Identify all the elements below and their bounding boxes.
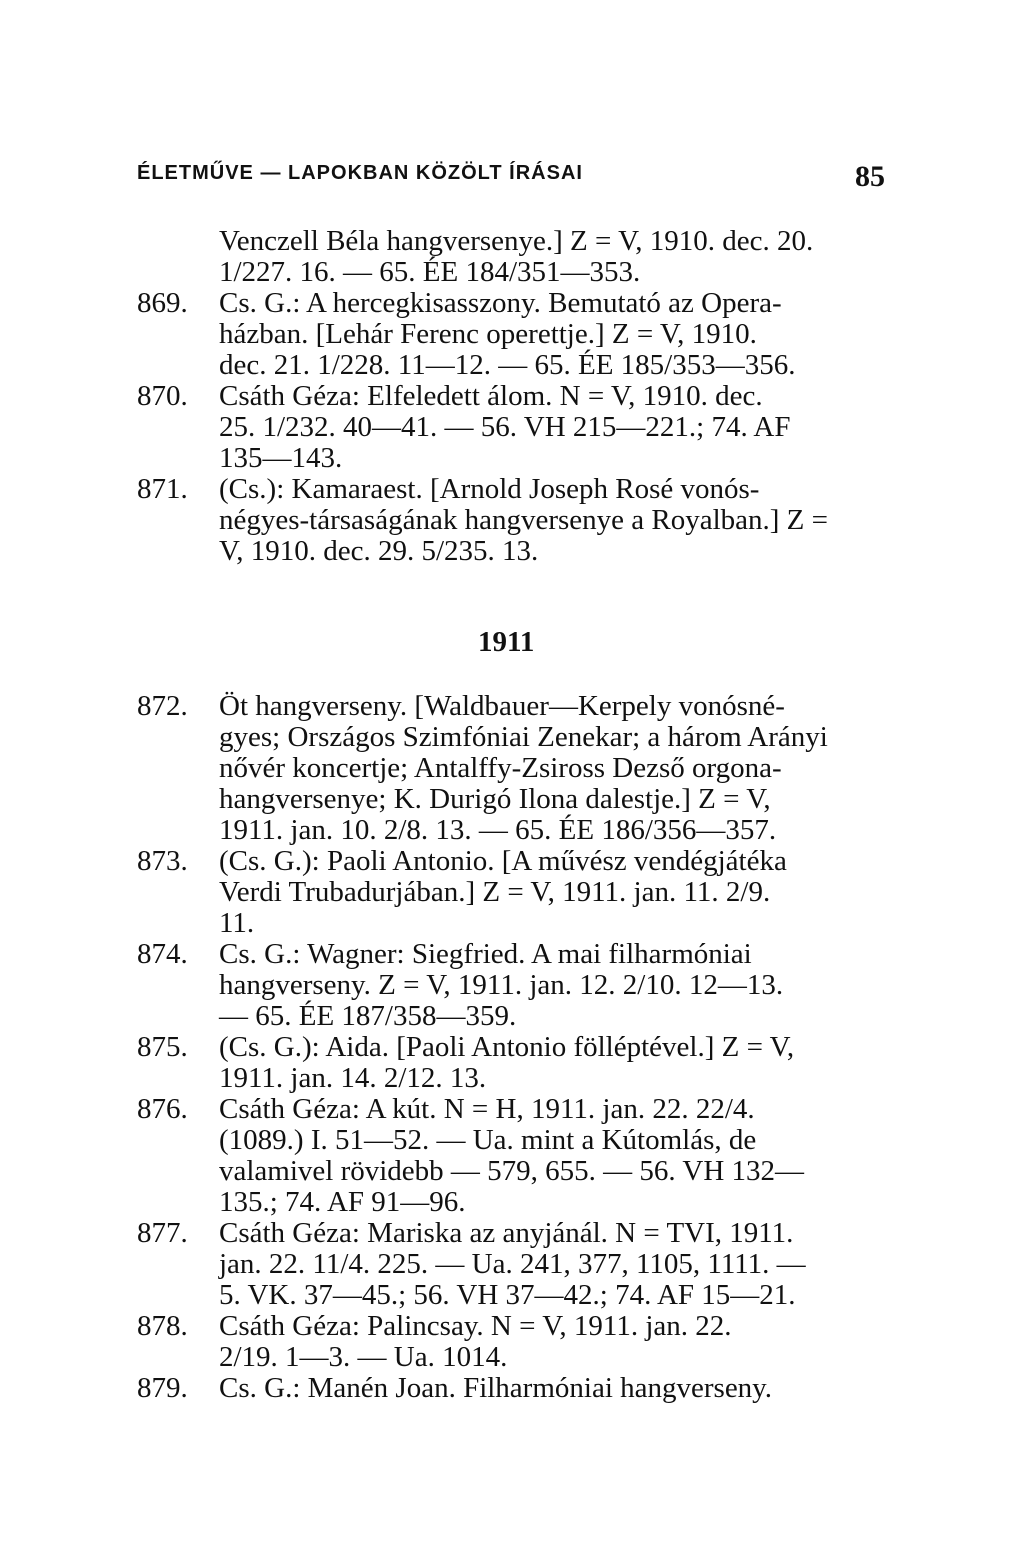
running-head: ÉLETMŰVE — LAPOKBAN KÖZÖLT ÍRÁSAI: [137, 162, 583, 184]
entry-line: dec. 21. 1/228. 11—12. — 65. ÉE 185/353—356.: [219, 349, 796, 381]
entry-line: Csáth Géza: Palincsay. N = V, 1911. jan. 22.: [219, 1310, 732, 1342]
entry-line: (Cs.): Kamaraest. [Arnold Joseph Rosé vonós-: [219, 473, 760, 505]
entry-line: (Cs. G.): Aida. [Paoli Antonio fölléptével.] Z = V,: [219, 1031, 795, 1063]
entry-line: hangverseny. Z = V, 1911. jan. 12. 2/10. 12—13.: [219, 969, 784, 1001]
entry-line: Cs. G.: Wagner: Siegfried. A mai filharmóniai: [219, 938, 752, 970]
entry-line: 11.: [219, 907, 255, 939]
entry-line: Verdi Trubadurjában.] Z = V, 1911. jan. 11. 2/9.: [219, 876, 771, 908]
entry-line: 2/19. 1—3. — Ua. 1014.: [219, 1341, 508, 1373]
entry-line: hangversenye; K. Durigó Ilona dalestje.] Z = V,: [219, 783, 771, 815]
year-heading: 1911: [478, 626, 535, 658]
bibliography-entry: [137, 474, 897, 567]
entry-number: 869.: [137, 287, 188, 319]
entry-line: Csáth Géza: Mariska az anyjánál. N = TVI, 1911.: [219, 1217, 794, 1249]
bibliography-entry: [137, 1032, 897, 1094]
bibliography-entry: [137, 1311, 897, 1373]
entry-line: házban. [Lehár Ferenc operettje.] Z = V, 1910.: [219, 318, 757, 350]
entries-block-1911: [137, 691, 897, 1404]
entry-line: gyes; Országos Szimfóniai Zenekar; a három Arányi: [219, 721, 828, 753]
entry-line: Cs. G.: Manén Joan. Filharmóniai hangverseny.: [219, 1372, 773, 1404]
entry-line: 135—143.: [219, 442, 343, 474]
entry-line: Öt hangverseny. [Waldbauer—Kerpely vonósné-: [219, 690, 785, 722]
entry-line: Cs. G.: A hercegkisasszony. Bemutató az Opera-: [219, 287, 782, 319]
entry-line: négyes-társaságának hangversenye a Royalban.] Z =: [219, 504, 828, 536]
bibliography-entry: [137, 288, 897, 381]
entry-line: Venczell Béla hangversenye.] Z = V, 1910. dec. 20.: [219, 225, 814, 257]
bibliography-entry: [137, 1373, 897, 1404]
continued-entry: [137, 226, 897, 288]
entry-line: 1911. jan. 10. 2/8. 13. — 65. ÉE 186/356—357.: [219, 814, 777, 846]
entry-number: 876.: [137, 1093, 188, 1125]
entry-number: 878.: [137, 1310, 188, 1342]
entry-number: 871.: [137, 473, 188, 505]
entry-line: — 65. ÉE 187/358—359.: [219, 1000, 517, 1032]
entry-line: Csáth Géza: Elfeledett álom. N = V, 1910. dec.: [219, 380, 763, 412]
entry-number: 877.: [137, 1217, 188, 1249]
entry-line: nővér koncertje; Antalffy-Zsiross Dezső orgona-: [219, 752, 782, 784]
page-number: 85: [855, 160, 885, 193]
entry-line: (Cs. G.): Paoli Antonio. [A művész vendégjátéka: [219, 845, 787, 877]
entry-line: jan. 22. 11/4. 225. — Ua. 241, 377, 1105, 1111. —: [219, 1248, 806, 1280]
entry-number: 872.: [137, 690, 188, 722]
entry-line: V, 1910. dec. 29. 5/235. 13.: [219, 535, 539, 567]
entry-line: valamivel rövidebb — 579, 655. — 56. VH 132—: [219, 1155, 805, 1187]
bibliography-entry: [137, 1218, 897, 1311]
bibliography-entry: [137, 939, 897, 1032]
entry-number: 873.: [137, 845, 188, 877]
entry-line: 135.; 74. AF 91—96.: [219, 1186, 466, 1218]
entry-line: 25. 1/232. 40—41. — 56. VH 215—221.; 74. AF: [219, 411, 791, 443]
bibliography-entry: [137, 1094, 897, 1218]
entry-number: 879.: [137, 1372, 188, 1404]
entry-number: 874.: [137, 938, 188, 970]
entry-line: 1911. jan. 14. 2/12. 13.: [219, 1062, 487, 1094]
entries-block-1910: [137, 226, 897, 567]
entry-line: 5. VK. 37—45.; 56. VH 37—42.; 74. AF 15—21.: [219, 1279, 796, 1311]
bibliography-entry: [137, 691, 897, 846]
entry-line: (1089.) I. 51—52. — Ua. mint a Kútomlás, de: [219, 1124, 757, 1156]
entry-line: Csáth Géza: A kút. N = H, 1911. jan. 22. 22/4.: [219, 1093, 755, 1125]
entry-number: 875.: [137, 1031, 188, 1063]
bibliography-entry: [137, 381, 897, 474]
entry-line: 1/227. 16. — 65. ÉE 184/351—353.: [219, 256, 641, 288]
entry-number: 870.: [137, 380, 188, 412]
bibliography-entry: [137, 846, 897, 939]
